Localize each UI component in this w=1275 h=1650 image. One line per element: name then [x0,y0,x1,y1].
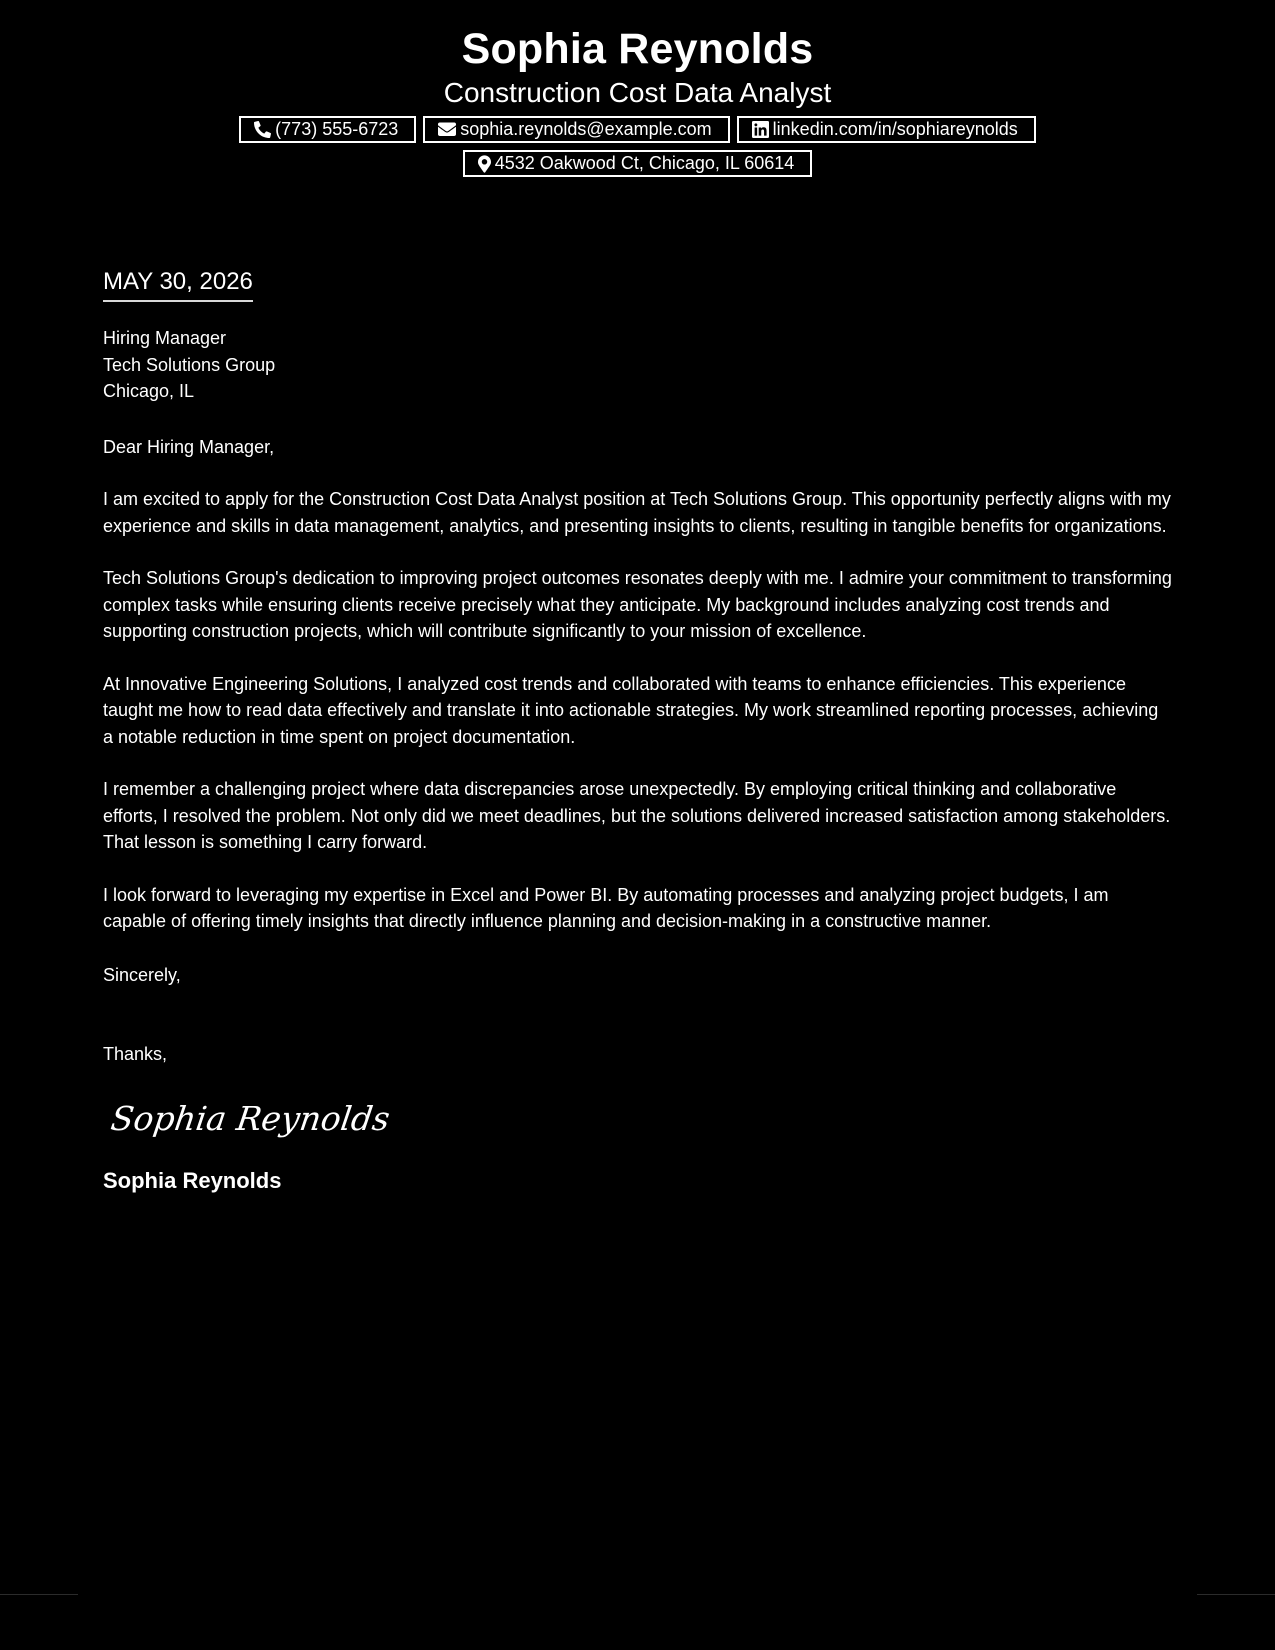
recipient-line: Tech Solutions Group [103,354,276,375]
signed-name: Sophia Reynolds [103,1167,282,1193]
contact-email[interactable] [423,116,729,143]
envelope-icon [438,122,456,137]
address-text: 4532 Oakwood Ct, Chicago, IL 60614 [494,153,795,173]
contact-phone[interactable] [239,116,416,143]
salutation: Dear Hiring Manager, [103,436,275,457]
body-paragraph: At Innovative Engineering Solutions, I analyzed cost trends and collaborated with teams to enhance efficiencies. This experience taught me how to read data effectively and translate it into actionable strategies. My work streamlined reporting processes, achieving a notable reduction in time spent on project documentation. [103,673,1159,747]
email-text: sophia.reynolds@example.com [460,119,712,139]
recipient-block [103,325,1173,405]
letter-body [103,325,1173,1195]
letter-header [0,22,1275,177]
contact-row-2 [0,150,1275,177]
job-title: Construction Cost Data Analyst [443,77,832,108]
contact-row-1 [0,116,1275,143]
body-paragraph: I look forward to leveraging my expertise in Excel and Power BI. By automating processes and analyzing project budgets, I am capable of offering timely insights that directly influence planning and decision-making in a constructive manner. [103,884,1109,931]
phone-icon [254,121,271,138]
applicant-name: Sophia Reynolds [461,25,814,73]
signature-image [108,1092,393,1148]
thanks-line: Thanks, [103,1044,168,1064]
contact-address[interactable] [463,150,813,177]
footer-divider-left [0,1594,78,1595]
closing: Sincerely, [103,964,181,985]
map-marker-icon [478,155,491,173]
signature-text: Sophia Reynolds [108,1098,393,1138]
recipient-line: Hiring Manager [103,328,227,348]
body-paragraph: I remember a challenging project where data discrepancies arose unexpectedly. By employing critical thinking and collaborative efforts, I resolved the problem. Not only did we meet deadlines, but the solutions delivered increased satisfaction among stakeholders. That lesson is something I carry forward. [103,779,1171,852]
body-paragraph: I am excited to apply for the Construction Cost Data Analyst position at Tech Solutions Group. This opportunity perfectly aligns with my experience and skills in data management, analytics, and presenting insights to clients, resulting in tangible benefits for organizations. [103,489,1171,536]
contact-linkedin[interactable] [737,116,1036,143]
linkedin-icon [752,121,769,138]
recipient-line: Chicago, IL [103,381,195,401]
phone-text: (773) 555-6723 [275,119,399,139]
letter-date: MAY 30, 2026 [103,266,253,302]
body-paragraph: Tech Solutions Group's dedication to improving project outcomes resonates deeply with me. I admire your commitment to transforming complex tasks while ensuring clients receive precisely what they anticipate. My background includes analyzing cost trends and supporting construction projects, which will contribute significantly to your mission of excellence. [103,568,1172,641]
linkedin-text: linkedin.com/in/sophiareynolds [772,119,1018,139]
footer-divider-right [1197,1594,1275,1595]
